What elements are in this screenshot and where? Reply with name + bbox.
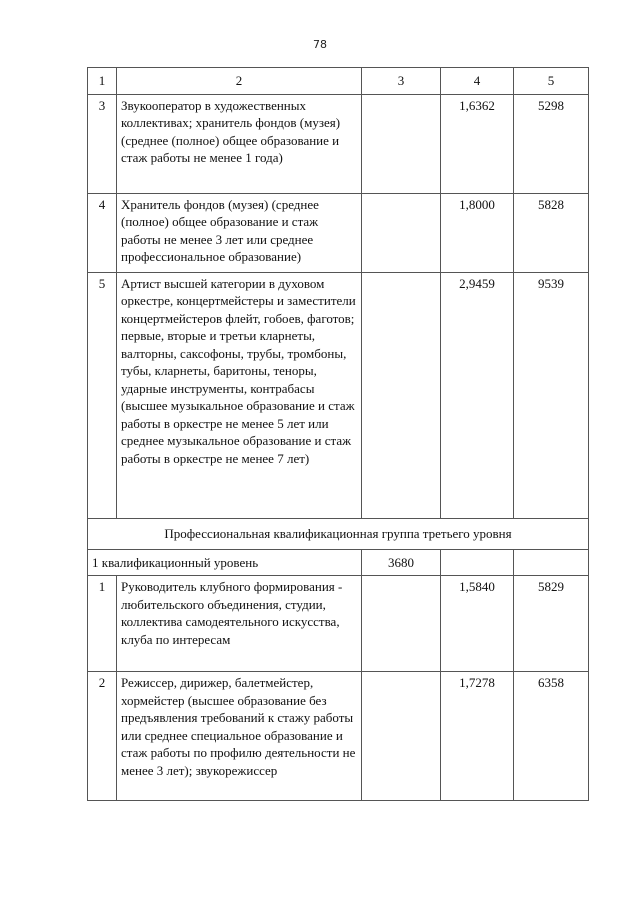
salary-cell: 5298	[514, 94, 589, 193]
header-col-5: 5	[514, 68, 589, 95]
coefficient-cell: 2,9459	[441, 272, 514, 518]
coefficient-cell: 1,5840	[441, 576, 514, 672]
position-name: Режиссер, дирижер, балетмейстер, хормейстер (высшее образование без предъявления требований к стажу работы или среднее специальное образование и стаж работы по профилю деятельности не менее 3 лет); звукорежиссер	[117, 672, 362, 801]
qualification-group-row	[88, 518, 589, 549]
row-number: 2	[88, 672, 117, 801]
header-col-2: 2	[117, 68, 362, 95]
header-col-4: 4	[441, 68, 514, 95]
table-row	[88, 576, 589, 672]
table-header-row	[88, 68, 589, 95]
position-name: Звукооператор в художественных коллективах; хранитель фондов (музея) (среднее (полное) общее образование и стаж работы не менее 1 года)	[117, 94, 362, 193]
base-salary-cell	[362, 193, 441, 272]
base-salary-cell	[362, 576, 441, 672]
empty-cell	[441, 549, 514, 576]
position-name: Хранитель фондов (музея) (среднее (полное) общее образование и стаж работы не менее 3 лет или среднее профессиональное образование)	[117, 193, 362, 272]
table-row	[88, 272, 589, 518]
coefficient-cell: 1,6362	[441, 94, 514, 193]
qualification-level-base-salary: 3680	[362, 549, 441, 576]
salary-cell: 5829	[514, 576, 589, 672]
header-col-3: 3	[362, 68, 441, 95]
row-number: 3	[88, 94, 117, 193]
table-row	[88, 193, 589, 272]
row-number: 1	[88, 576, 117, 672]
qualification-group-title: Профессиональная квалификационная группа третьего уровня	[88, 518, 589, 549]
base-salary-cell	[362, 672, 441, 801]
coefficient-cell: 1,7278	[441, 672, 514, 801]
table-row	[88, 94, 589, 193]
salary-cell: 9539	[514, 272, 589, 518]
position-name: Артист высшей категории в духовом оркестре, концертмейстеры и заместители концертмейстеров флейт, гобоев, фаготов; первые, вторые и третьи кларнеты, валторны, саксофоны, трубы, тромбоны, тубы, кларнеты, баритоны, теноры, ударные инструменты, контрабасы (высшее музыкальное образование и стаж работы в оркестре не менее 5 лет или среднее музыкальное образование и стаж работы в оркестре не менее 7 лет)	[117, 272, 362, 518]
table-row	[88, 672, 589, 801]
salary-cell: 6358	[514, 672, 589, 801]
page-number: 78	[313, 38, 327, 51]
salary-table	[87, 67, 589, 801]
empty-cell	[514, 549, 589, 576]
base-salary-cell	[362, 94, 441, 193]
base-salary-cell	[362, 272, 441, 518]
header-col-1: 1	[88, 68, 117, 95]
coefficient-cell: 1,8000	[441, 193, 514, 272]
salary-cell: 5828	[514, 193, 589, 272]
row-number: 5	[88, 272, 117, 518]
position-name: Руководитель клубного формирования - любительского объединения, студии, коллектива самодеятельного искусства, клуба по интересам	[117, 576, 362, 672]
row-number: 4	[88, 193, 117, 272]
qualification-level-row	[88, 549, 589, 576]
qualification-level-label: 1 квалификационный уровень	[88, 549, 362, 576]
